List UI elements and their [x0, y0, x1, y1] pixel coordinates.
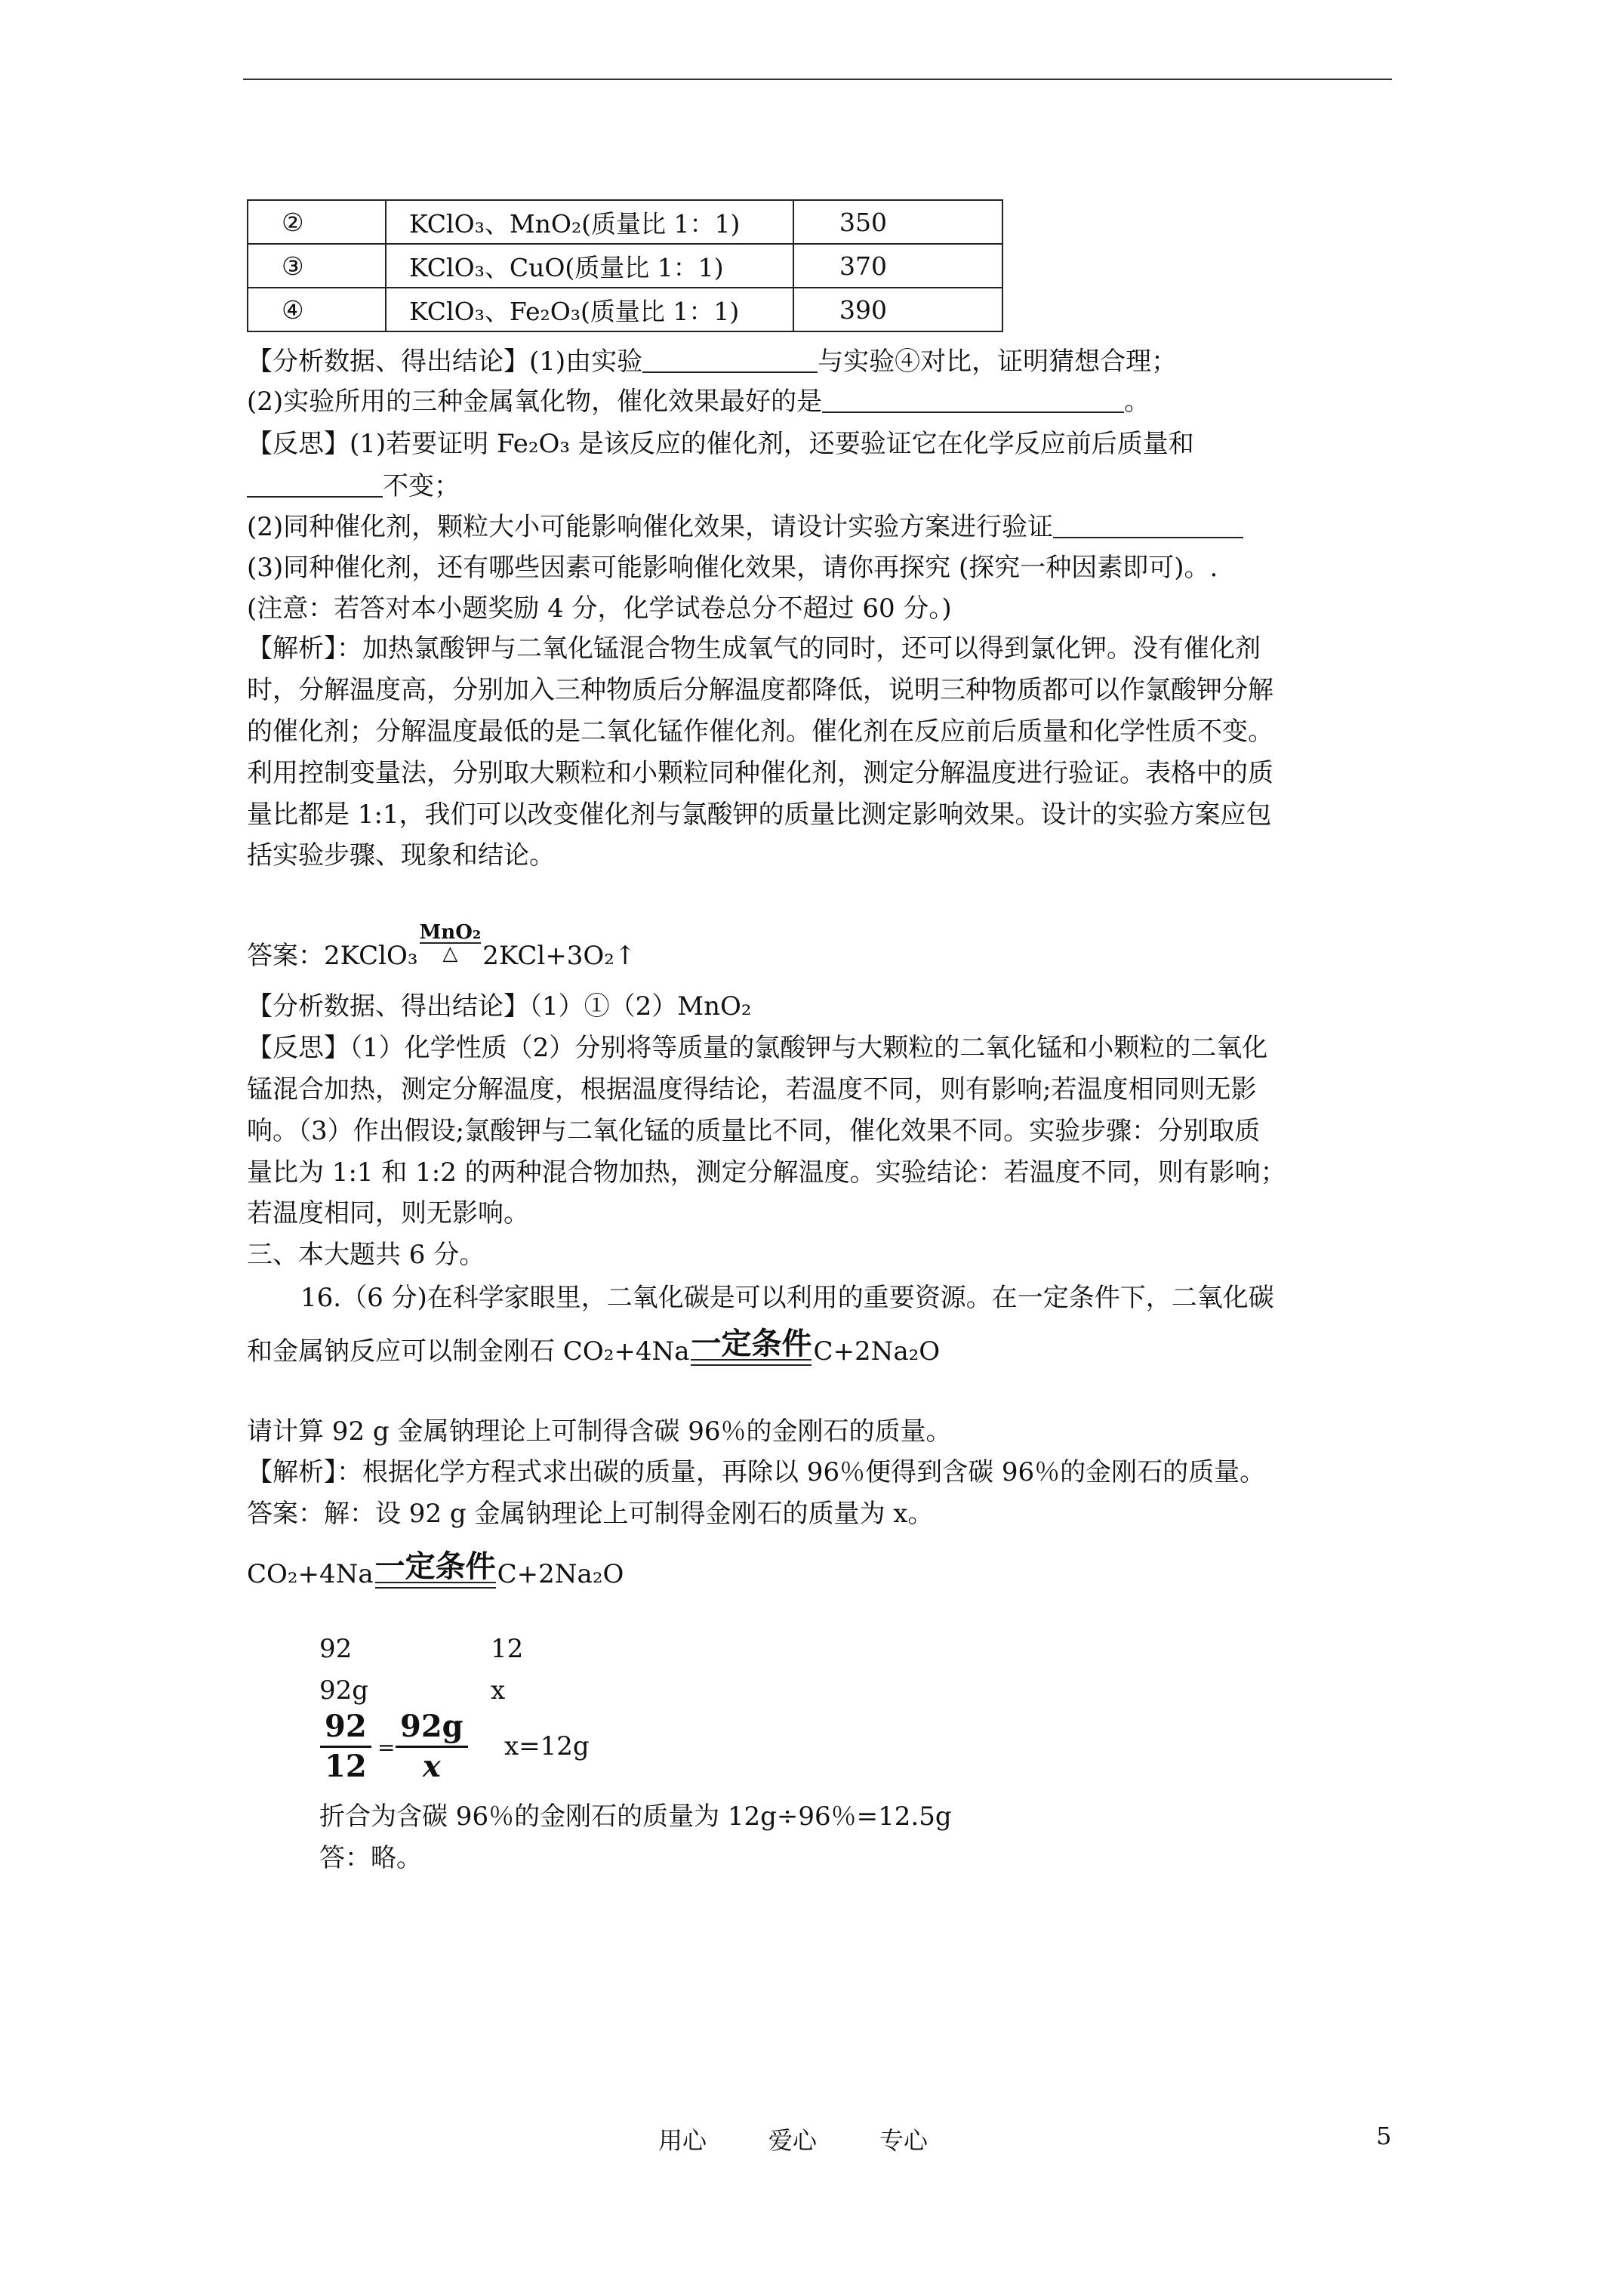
footer-text: 用心 [658, 2126, 707, 2155]
answer-line: 答案：解：设 92 g 金属钠理论上可制得金刚石的质量为 x。 [247, 1499, 934, 1529]
reaction-condition: MnO₂ △ [419, 921, 482, 965]
answer-blank [1053, 514, 1243, 538]
question-note: (注意：若答对本小题奖励 4 分，化学试卷总分不超过 60 分。) [247, 593, 952, 624]
analysis-line: 量比都是 1:1，我们可以改变催化剂与氯酸钾的质量比测定影响效果。设计的实验方案应包 [247, 800, 1272, 830]
table-cell: ④ [248, 288, 386, 331]
calc-value: x [491, 1675, 506, 1706]
calc-value: 12 [491, 1634, 524, 1664]
page-number: 5 [1376, 2122, 1392, 2150]
table-cell: KClO₃、Fe₂O₃(质量比 1：1) [386, 288, 793, 331]
analysis-line: 括实验步骤、现象和结论。 [247, 840, 555, 871]
analysis-line: 时，分解温度高，分别加入三种物质后分解温度都降低，说明三种物质都可以作氯酸钾分解 [247, 675, 1273, 705]
calc-final: 答：略。 [319, 1843, 422, 1873]
analysis-line: 【解析】：加热氯酸钾与二氧化锰混合物生成氧气的同时，还可以得到氯化钾。没有催化剂 [247, 633, 1261, 664]
calc-value: 92 [319, 1634, 353, 1664]
calc-equation: CO₂+4Na 一定条件 C+2Na₂O [247, 1549, 624, 1589]
answer-equation: 答案：2KClO₃ MnO₂ △ 2KCl+3O₂↑ [247, 921, 636, 971]
section-heading: 三、本大题共 6 分。 [247, 1240, 485, 1270]
footer-text: 爱心 [768, 2126, 818, 2155]
table-cell: KClO₃、CuO(质量比 1：1) [386, 244, 793, 288]
experiment-table [247, 199, 1003, 332]
question-line: (2)同种催化剂，颗粒大小可能影响催化效果，请设计实验方案进行验证 [247, 511, 1243, 543]
question-16-line: 请计算 92 g 金属钠理论上可制得含碳 96％的金刚石的质量。 [247, 1416, 952, 1447]
fraction: $\frac{92g}{x}$ [396, 1708, 468, 1786]
answer-line: 锰混合加热，测定分解温度，根据温度得结论，若温度不同，则有影响;若温度相同则无影 [247, 1074, 1257, 1105]
question-line: 【分析数据、得出结论】(1)由实验 与实验④对比，证明猜想合理； [247, 347, 1178, 377]
reaction-condition: 一定条件 [375, 1552, 496, 1589]
answer-line: 【分析数据、得出结论】（1）①（2）MnO₂ [247, 991, 752, 1022]
answer-blank [642, 349, 818, 373]
table-cell: 370 [793, 244, 1002, 288]
table-cell: 350 [793, 200, 1002, 244]
calc-result: x=12g [504, 1731, 590, 1761]
analysis-line: 利用控制变量法，分别取大颗粒和小颗粒同种催化剂，测定分解温度进行验证。表格中的质 [247, 758, 1273, 788]
question-16-line: 16.（6 分)在科学家眼里，二氧化碳是可以利用的重要资源。在一定条件下，二氧化碳 [300, 1283, 1274, 1313]
answer-line: 响。（3）作出假设;氯酸钾与二氧化锰的质量比不同，催化效果不同。实验步骤：分别取质 [247, 1116, 1261, 1146]
table-cell: KClO₃、MnO₂(质量比 1：1) [386, 200, 793, 244]
question-line: 【反思】(1)若要证明 Fe₂O₃ 是该反应的催化剂，还要验证它在化学反应前后质量和 [247, 429, 1194, 459]
question-line: (3)同种催化剂，还有哪些因素可能影响催化效果，请你再探究 (探究一种因素即可)。. [247, 553, 1218, 583]
table-cell: 390 [793, 288, 1002, 331]
answer-blank [247, 473, 383, 498]
question-16-equation: 和金属钠反应可以制金刚石 CO₂+4Na 一定条件 C+2Na₂O [247, 1326, 941, 1367]
table-cell: ② [248, 200, 386, 244]
header-rule [243, 79, 1392, 80]
equals-sign: = [377, 1735, 396, 1760]
table-row [248, 288, 1002, 331]
fraction: $\frac{92}{12}$ [320, 1708, 371, 1786]
analysis-line: 【解析】：根据化学方程式求出碳的质量，再除以 96％便得到含碳 96％的金刚石的质量。 [247, 1457, 1266, 1487]
table-row [248, 244, 1002, 288]
table-cell: ③ [248, 244, 386, 288]
table-row [248, 200, 1002, 244]
footer-text: 专心 [879, 2126, 929, 2155]
question-line: (2)实验所用的三种金属氧化物，催化效果最好的是 。 [247, 387, 1150, 417]
calc-value: 92g [319, 1675, 369, 1706]
answer-line: 量比为 1:1 和 1:2 的两种混合物加热，测定分解温度。实验结论：若温度不同，则有影响； [247, 1157, 1286, 1188]
calc-conversion: 折合为含碳 96％的金刚石的质量为 12g÷96％=12.5g [319, 1801, 952, 1832]
analysis-line: 的催化剂；分解温度最低的是二氧化锰作催化剂。催化剂在反应前后质量和化学性质不变。 [247, 717, 1273, 747]
reaction-condition: 一定条件 [691, 1329, 812, 1366]
answer-blank [822, 389, 1124, 413]
answer-line: 若温度相同，则无影响。 [247, 1198, 529, 1228]
answer-line: 【反思】（1）化学性质（2）分别将等质量的氯酸钾与大颗粒的二氧化锰和小颗粒的二氧化 [247, 1033, 1268, 1063]
question-line: 不变； [247, 470, 460, 502]
